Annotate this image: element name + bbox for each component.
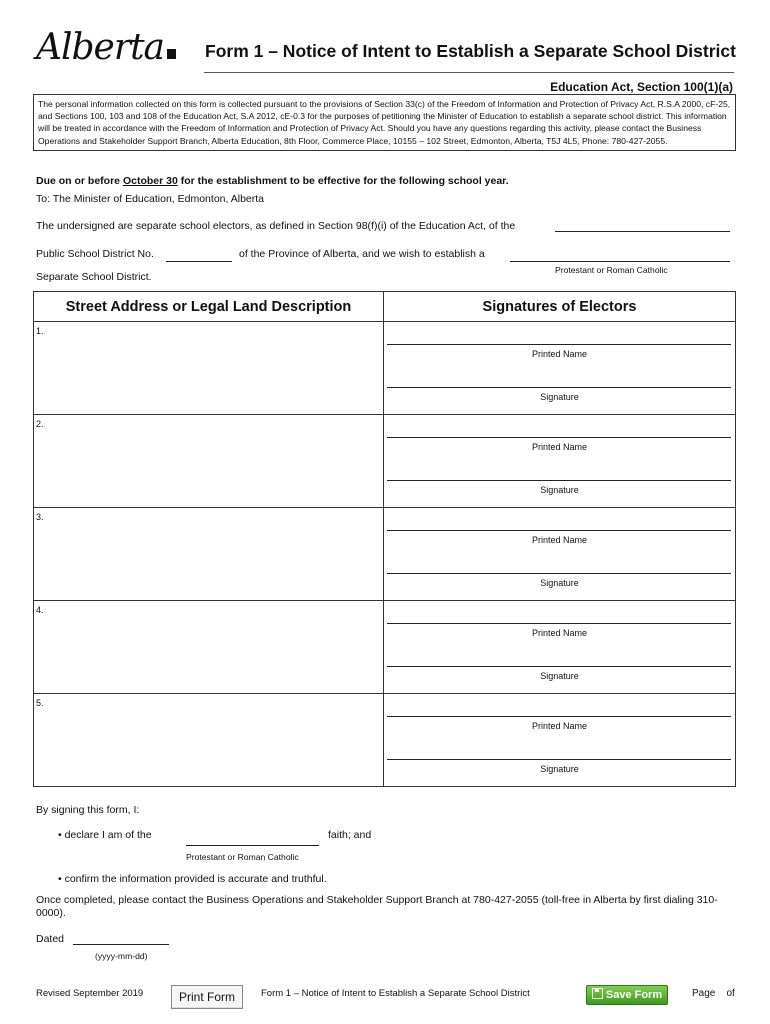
signature-field[interactable]: [387, 573, 731, 574]
signature-field[interactable]: [387, 759, 731, 760]
due-prefix: Due on or before: [36, 175, 121, 187]
contact-instructions: Once completed, please contact the Business Operations and Stakeholder Support Branch at 780-427-2055 (toll-free in Alberta by first dialing 310-0000).: [36, 894, 718, 919]
table-row: [34, 322, 736, 415]
faith-suffix: faith; and: [328, 829, 372, 841]
printed-name-field[interactable]: [387, 716, 731, 717]
dated-label: Dated: [36, 933, 65, 945]
addressee: To: The Minister of Education, Edmonton, Alberta: [36, 193, 265, 205]
address-cell[interactable]: [34, 601, 384, 694]
address-cell[interactable]: [34, 415, 384, 508]
alberta-logo: [36, 27, 176, 68]
electors-table: [33, 291, 736, 787]
printed-name-label: Printed Name: [531, 535, 588, 545]
table-row: [34, 508, 736, 601]
save-disk-icon: [592, 988, 603, 999]
declare-faith-text: declare I am of the: [64, 829, 152, 841]
signature-label: Signature: [540, 392, 579, 402]
address-cell[interactable]: [34, 322, 384, 415]
page-indicator: [692, 988, 735, 999]
table-row: [34, 694, 736, 787]
signature-field[interactable]: [387, 480, 731, 481]
address-cell[interactable]: [34, 694, 384, 787]
confirm-text: confirm the information provided is accurate and truthful.: [64, 873, 327, 885]
logo-square-icon: [167, 49, 176, 59]
faith-declaration-caption: Protestant or Roman Catholic: [186, 852, 299, 862]
faith-declaration-field[interactable]: [186, 845, 319, 846]
table-row: [34, 601, 736, 694]
row-number: 5.: [36, 698, 44, 708]
table-row: [34, 415, 736, 508]
signature-cell: [384, 322, 736, 415]
row-number: 4.: [36, 605, 44, 615]
declaration-bullet-2: • confirm the information provided is accurate and truthful.: [58, 873, 327, 885]
signature-label: Signature: [540, 485, 579, 495]
print-form-button[interactable]: Print Form: [171, 985, 243, 1009]
printed-name-label: Printed Name: [531, 721, 588, 731]
declaration-lead: By signing this form, I:: [36, 804, 140, 816]
address-column-header: Street Address or Legal Land Description: [34, 292, 384, 322]
printed-name-label: Printed Name: [531, 442, 588, 452]
intro-line-1: The undersigned are separate school electors, as defined in Section 98(f)(i) of the Education Act, of the: [36, 220, 516, 232]
row-number: 1.: [36, 326, 44, 336]
title-divider: [204, 72, 734, 73]
page-label: Page: [692, 988, 716, 999]
due-notice: [36, 175, 509, 187]
save-form-button[interactable]: [586, 985, 668, 1005]
district-no-label: Public School District No.: [36, 248, 154, 260]
logo-text: Alberta: [36, 27, 164, 68]
signature-field[interactable]: [387, 387, 731, 388]
address-cell[interactable]: [34, 508, 384, 601]
signature-cell: [384, 601, 736, 694]
act-section: Education Act, Section 100(1)(a): [550, 80, 733, 94]
printed-name-label: Printed Name: [531, 349, 588, 359]
public-district-name-field[interactable]: [555, 231, 730, 232]
footer-form-name: Form 1 – Notice of Intent to Establish a Separate School District: [261, 988, 530, 999]
row-number: 3.: [36, 512, 44, 522]
printed-name-field[interactable]: [387, 530, 731, 531]
save-form-label: Save Form: [605, 989, 663, 1001]
printed-name-field[interactable]: [387, 437, 731, 438]
signature-cell: [384, 694, 736, 787]
printed-name-label: Printed Name: [531, 628, 588, 638]
signature-label: Signature: [540, 578, 579, 588]
faith-type-caption: Protestant or Roman Catholic: [555, 265, 668, 275]
privacy-notice: The personal information collected on this form is collected pursuant to the provisions of Section 33(c) of the Freedom of Information and Protection of Privacy Act, R.S.A 2000, cF-25, and Sections 100, 103 and 108 of the Education Act, S.A 2012, cE-0.3 for the purposes of petitioning the Minister of Education to establish a separate school district. This information will be treated in accordance with the Freedom of Information and Protection of Privacy Act. Should you have any questions regarding this activity, please contact the Business Operations and Stakeholder Support Branch, Alberta Education, 8th Floor, Commerce Place, 10155 – 102 Street, Edmonton, Alberta, T5J 4L5, Phone: 780-427-2055.: [33, 94, 736, 151]
printed-name-field[interactable]: [387, 344, 731, 345]
signature-cell: [384, 508, 736, 601]
signatures-column-header: Signatures of Electors: [384, 292, 736, 322]
form-title: Form 1 – Notice of Intent to Establish a Separate School District: [205, 41, 736, 61]
signature-field[interactable]: [387, 666, 731, 667]
revision-date: Revised September 2019: [36, 988, 144, 999]
signature-label: Signature: [540, 764, 579, 774]
row-number: 2.: [36, 419, 44, 429]
declaration-bullet-1: • declare I am of the: [58, 829, 152, 841]
due-date: October 30: [122, 175, 178, 187]
date-format-hint: (yyyy-mm-dd): [95, 951, 148, 961]
date-field[interactable]: [73, 944, 169, 945]
intro-line-2: of the Province of Alberta, and we wish to establish a: [239, 248, 485, 260]
signature-label: Signature: [540, 671, 579, 681]
intro-line-3: Separate School District.: [36, 271, 152, 283]
signature-cell: [384, 415, 736, 508]
due-suffix: for the establishment to be effective for the following school year.: [180, 175, 509, 187]
page-of-label: of: [726, 988, 735, 999]
printed-name-field[interactable]: [387, 623, 731, 624]
district-number-field[interactable]: [166, 261, 232, 262]
faith-type-field[interactable]: [510, 261, 730, 262]
